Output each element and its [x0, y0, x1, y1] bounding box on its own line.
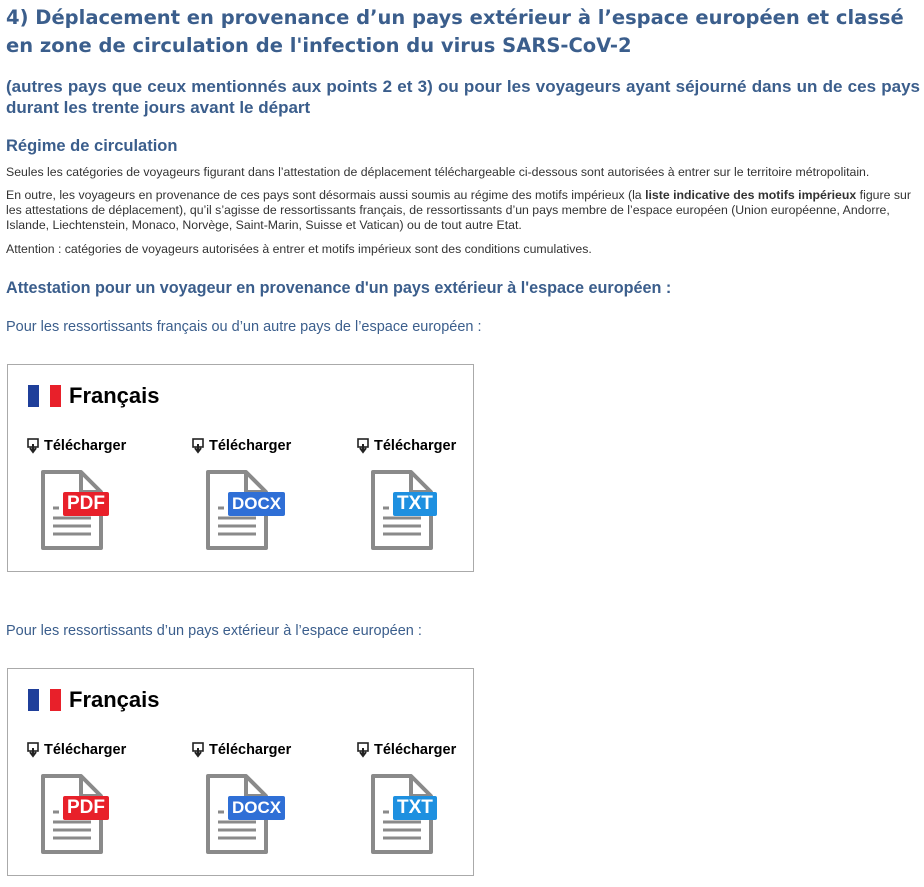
download-link[interactable]: [27, 742, 126, 758]
format-badge: PDF: [63, 492, 109, 516]
download-link[interactable]: [192, 742, 291, 758]
regime-paragraph-2: [6, 188, 914, 233]
regime-paragraph-3: Attention : catégories de voyageurs autorisées à entrer et motifs impérieux sont des conditions cumulatives.: [6, 242, 592, 256]
format-badge: DOCX: [228, 492, 285, 516]
pdf-file-icon[interactable]: [39, 772, 105, 856]
download-box: [7, 668, 474, 876]
language-header: [28, 688, 160, 712]
download-arrow-icon: [357, 742, 371, 758]
pdf-file-icon[interactable]: [39, 468, 105, 552]
download-label: Télécharger: [209, 438, 292, 454]
download-label: Télécharger: [374, 438, 457, 454]
format-badge: TXT: [393, 796, 437, 820]
motifs-link[interactable]: liste indicative des motifs impérieux: [645, 188, 857, 202]
download-arrow-icon: [27, 438, 41, 454]
format-badge: PDF: [63, 796, 109, 820]
download-link[interactable]: [357, 742, 456, 758]
regime-paragraph-2-end: figure sur les attestations de déplacement), qu’il s’agisse de ressortissants français, de ressortissants d’un pays membre de l’espace européen (Union européenne, Andorre, Islande, Liechtenstein, Monaco, Norvège, Saint-Marin, Suisse et Vatican) ou de tout autre Etat.: [6, 188, 911, 232]
download-link[interactable]: [27, 438, 126, 454]
download-item-pdf: [27, 742, 147, 862]
download-item-txt: [357, 742, 477, 862]
format-badge: TXT: [393, 492, 437, 516]
download-arrow-icon: [192, 742, 206, 758]
language-label: Français: [69, 383, 160, 408]
attestation-title: Attestation pour un voyageur en provenance d'un pays extérieur à l'espace européen :: [6, 279, 672, 297]
download-arrow-icon: [192, 438, 206, 454]
block-intro: Pour les ressortissants français ou d’un autre pays de l’espace européen :: [6, 319, 482, 335]
txt-file-icon[interactable]: [369, 468, 435, 552]
txt-file-icon[interactable]: [369, 772, 435, 856]
regime-paragraph-2-start: En outre, les voyageurs en provenance de ces pays sont désormais aussi soumis au régime des motifs impérieux (la: [6, 188, 646, 202]
download-label: Télécharger: [44, 742, 127, 758]
format-badge: DOCX: [228, 796, 285, 820]
download-item-pdf: [27, 438, 147, 558]
download-label: Télécharger: [374, 742, 457, 758]
docx-file-icon[interactable]: [204, 772, 282, 856]
download-item-docx: [192, 438, 312, 558]
regime-paragraph-1: Seules les catégories de voyageurs figurant dans l’attestation de déplacement téléchargeable ci-dessous sont autorisées à entrer sur le territoire métropolitain.: [6, 165, 870, 179]
download-item-txt: [357, 438, 477, 558]
page-heading: 4) Déplacement en provenance d’un pays extérieur à l’espace européen et classé en zone de circulation de l'infection du virus SARS-CoV-2: [6, 6, 904, 57]
download-box: [7, 364, 474, 572]
download-label: Télécharger: [44, 438, 127, 454]
language-header: [28, 384, 160, 408]
french-flag-icon: [28, 689, 61, 711]
download-item-docx: [192, 742, 312, 862]
download-link[interactable]: [192, 438, 291, 454]
regime-title: Régime de circulation: [6, 137, 178, 155]
page-subheading: (autres pays que ceux mentionnés aux points 2 et 3) ou pour les voyageurs ayant séjourné dans un de ces pays durant les trente jours avant le départ: [6, 77, 920, 117]
block-intro: Pour les ressortissants d’un pays extérieur à l’espace européen :: [6, 623, 422, 639]
download-link[interactable]: [357, 438, 456, 454]
docx-file-icon[interactable]: [204, 468, 282, 552]
download-arrow-icon: [27, 742, 41, 758]
french-flag-icon: [28, 385, 61, 407]
download-label: Télécharger: [209, 742, 292, 758]
download-arrow-icon: [357, 438, 371, 454]
language-label: Français: [69, 687, 160, 712]
